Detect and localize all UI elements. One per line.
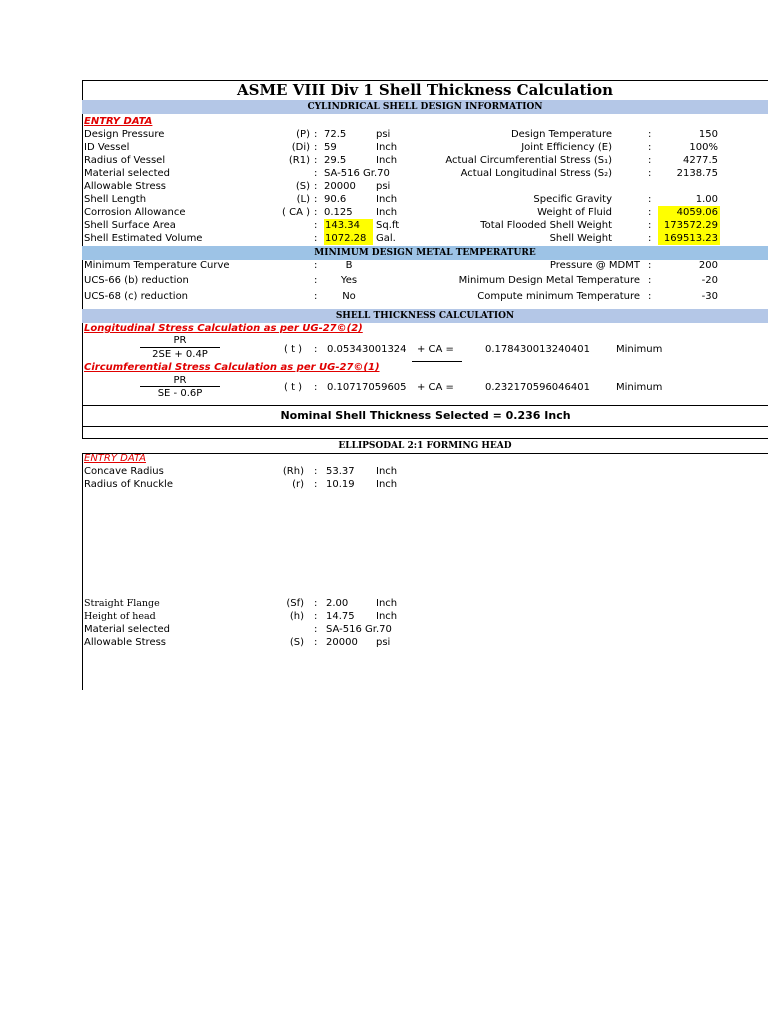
longitudinal-title: Longitudinal Stress Calculation as per UG-27©(2) <box>84 323 363 334</box>
field-colon: : <box>314 637 318 648</box>
field-label: Actual Longitudinal Stress (S₂) <box>460 168 612 179</box>
field-colon: : <box>314 220 318 231</box>
field-value: 14.75 <box>326 611 355 622</box>
field-unit: Inch <box>376 207 398 218</box>
field-label: Shell Surface Area <box>84 220 176 231</box>
mdmt-band: MINIMUM DESIGN METAL TEMPERATURE <box>82 246 768 260</box>
circ-t-value: 0.10717059605 <box>327 382 407 393</box>
field-colon: : <box>314 142 318 153</box>
field-unit: Inch <box>376 466 398 477</box>
field-colon: : <box>314 181 318 192</box>
field-colon: : <box>314 291 318 302</box>
field-value: 0.125 <box>324 207 353 218</box>
field-value: 150 <box>698 129 718 140</box>
field-symbol: (h) <box>289 611 304 622</box>
field-colon: : <box>648 155 652 166</box>
long-minimum: Minimum <box>616 344 663 355</box>
long-t-value: 0.05343001324 <box>327 344 407 355</box>
cylindrical-shell-band: CYLINDRICAL SHELL DESIGN INFORMATION <box>82 100 768 114</box>
field-value: Yes <box>340 275 358 286</box>
circ-minimum: Minimum <box>616 382 663 393</box>
field-colon: : <box>648 142 652 153</box>
field-colon: : <box>648 220 652 231</box>
shell-thickness-band: SHELL THICKNESS CALCULATION <box>82 309 768 323</box>
field-label: Pressure @ MDMT <box>549 260 640 271</box>
field-value: SA-516 Gr.70 <box>324 168 390 179</box>
field-value: 29.5 <box>324 155 347 166</box>
field-symbol: (R1) <box>288 155 310 166</box>
field-colon: : <box>314 479 318 490</box>
field-value: B <box>345 260 353 271</box>
circumferential-title: Circumferential Stress Calculation as per UG-27©(1) <box>84 362 380 373</box>
forming-head-band: ELLIPSODAL 2:1 FORMING HEAD <box>82 439 768 453</box>
field-value: 2.00 <box>326 598 349 609</box>
long-numerator: PR <box>173 335 187 346</box>
head-band-bottom <box>82 453 768 454</box>
field-symbol: (Di) <box>291 142 310 153</box>
field-label: Concave Radius <box>84 466 164 477</box>
field-symbol: (Sf) <box>286 598 304 609</box>
field-symbol: (L) <box>296 194 310 205</box>
field-label: UCS-66 (b) reduction <box>84 275 189 286</box>
field-unit: Inch <box>376 155 398 166</box>
field-label: Height of head <box>84 611 156 622</box>
field-colon: : <box>648 275 652 286</box>
field-colon: : <box>314 598 318 609</box>
field-label: Compute minimum Temperature <box>477 291 640 302</box>
field-value: 72.5 <box>324 129 347 140</box>
field-symbol: (Rh) <box>282 466 304 477</box>
field-value: 1.00 <box>695 194 718 205</box>
field-value: 2138.75 <box>676 168 718 179</box>
field-unit: Inch <box>376 479 398 490</box>
field-unit: Inch <box>376 611 398 622</box>
field-label: Design Temperature <box>510 129 612 140</box>
field-unit: Gal. <box>376 233 396 244</box>
field-colon: : <box>314 168 318 179</box>
circ-denominator: SE - 0.6P <box>157 388 203 399</box>
nominal-thickness: Nominal Shell Thickness Selected = 0.236 Inch <box>280 409 571 422</box>
circ-numerator: PR <box>173 375 187 386</box>
field-label: Actual Circumferential Stress (S₁) <box>445 155 612 166</box>
field-value: 4059.06 <box>658 206 720 219</box>
field-label: Material selected <box>84 168 171 179</box>
field-label: Shell Estimated Volume <box>84 233 203 244</box>
field-label: Material selected <box>84 624 171 635</box>
field-unit: psi <box>376 637 391 648</box>
field-label: UCS-68 (c) reduction <box>84 291 189 302</box>
field-colon: : <box>314 194 318 205</box>
field-colon: : <box>314 233 318 244</box>
field-value: 20000 <box>324 181 356 192</box>
field-colon: : <box>314 207 318 218</box>
field-symbol: (S) <box>295 181 310 192</box>
field-value: 100% <box>689 142 718 153</box>
field-value: 10.19 <box>326 479 355 490</box>
page-title: ASME VIII Div 1 Shell Thickness Calculation <box>236 81 614 99</box>
long-result: 0.178430013240401 <box>485 344 590 355</box>
field-value: -30 <box>701 291 718 302</box>
field-colon: : <box>648 291 652 302</box>
left-border <box>82 80 83 690</box>
field-label: Allowable Stress <box>84 637 167 648</box>
field-value: SA-516 Gr.70 <box>326 624 392 635</box>
field-value: 90.6 <box>324 194 347 205</box>
field-label: Straight Flange <box>84 598 160 609</box>
field-value: 53.37 <box>326 466 355 477</box>
entry-data-label: ENTRY DATA <box>84 116 153 127</box>
field-colon: : <box>314 155 318 166</box>
field-value: 169513.23 <box>658 232 720 245</box>
field-label: Radius of Vessel <box>84 155 166 166</box>
long-result-underline <box>412 361 462 362</box>
field-label: Shell Length <box>84 194 147 205</box>
field-label: Radius of Knuckle <box>84 479 173 490</box>
field-label: Design Pressure <box>84 129 165 140</box>
field-value: 200 <box>698 260 718 271</box>
field-unit: psi <box>376 181 391 192</box>
field-label: Weight of Fluid <box>537 207 612 218</box>
field-unit: Sq.ft <box>376 220 400 231</box>
field-colon: : <box>314 260 318 271</box>
field-value: No <box>342 291 356 302</box>
field-label: Corrosion Allowance <box>84 207 186 218</box>
circ-ca-label: + CA = <box>417 382 454 393</box>
nominal-box <box>82 405 768 427</box>
field-symbol: (P) <box>296 129 310 140</box>
field-colon: : <box>648 207 652 218</box>
field-value: 143.34 <box>324 219 373 232</box>
field-label: Joint Efficiency (E) <box>521 142 612 153</box>
field-colon: : <box>648 194 652 205</box>
field-label: Minimum Design Metal Temperature <box>458 275 640 286</box>
field-colon: : <box>314 466 318 477</box>
field-symbol: (r) <box>292 479 304 490</box>
field-label: Specific Gravity <box>533 194 612 205</box>
field-colon: : <box>314 611 318 622</box>
field-value: 1072.28 <box>324 232 373 245</box>
field-value: 4277.5 <box>683 155 718 166</box>
field-colon: : <box>648 168 652 179</box>
field-label: Allowable Stress <box>84 181 167 192</box>
circ-result: 0.232170596046401 <box>485 382 590 393</box>
field-unit: Inch <box>376 142 398 153</box>
field-value: 59 <box>324 142 337 153</box>
field-colon: : <box>314 129 318 140</box>
field-colon: : <box>314 624 318 635</box>
field-colon: : <box>314 275 318 286</box>
field-symbol: ( CA ) <box>282 207 310 218</box>
field-value: 20000 <box>326 637 358 648</box>
field-label: Shell Weight <box>549 233 612 244</box>
field-unit: psi <box>376 129 391 140</box>
field-label: Minimum Temperature Curve <box>84 260 230 271</box>
field-unit: Inch <box>376 194 398 205</box>
head-entry-data-label: ENTRY DATA <box>84 453 146 464</box>
field-value: -20 <box>701 275 718 286</box>
field-unit: Inch <box>376 598 398 609</box>
field-symbol: (S) <box>289 637 304 648</box>
long-denominator: 2SE + 0.4P <box>152 349 208 360</box>
field-colon: : <box>648 129 652 140</box>
field-label: ID Vessel <box>84 142 130 153</box>
field-colon: : <box>648 233 652 244</box>
long-ca-label: + CA = <box>417 344 454 355</box>
field-label: Total Flooded Shell Weight <box>480 220 612 231</box>
circ-colon: : <box>314 382 318 393</box>
field-colon: : <box>648 260 652 271</box>
long-colon: : <box>314 344 318 355</box>
field-value: 173572.29 <box>658 219 720 232</box>
long-t-symbol: ( t ) <box>284 344 303 355</box>
circ-t-symbol: ( t ) <box>284 382 303 393</box>
